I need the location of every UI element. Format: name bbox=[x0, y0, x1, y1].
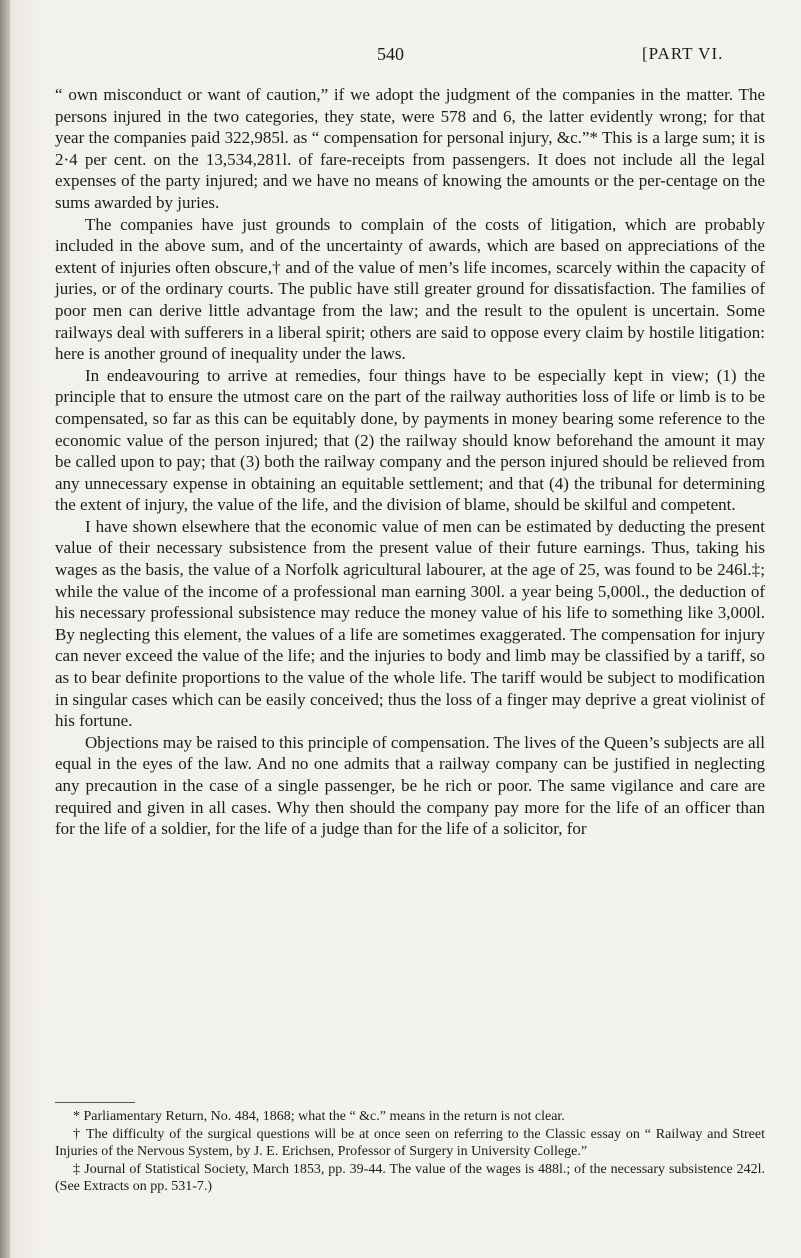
footnote-1: * Parliamentary Return, No. 484, 1868; what the “ &c.” means in the return is not clear. bbox=[73, 1109, 565, 1124]
footnote-2: † The difficulty of the surgical questions will be at once seen on referring to the Classic essay on “ Railway and Street Injuries of the Nervous System, by J. E. Erichsen, Professor of Surgery in University College.” bbox=[55, 1126, 765, 1159]
paragraph-5: Objections may be raised to this principle of compensation. The lives of the Queen’s subjects are all equal in the eyes of the law. And no one admits that a railway company can be justified in neglecting any precaution in the case of a single passenger, be he rich or poor. The same vigilance and care are required and given in all cases. Why then should the company pay more for the life of an officer than for the life of a soldier, for the life of a judge than for the life of a solicitor, for bbox=[55, 732, 765, 839]
binding-shadow bbox=[0, 0, 10, 1258]
paragraph-2: The companies have just grounds to complain of the costs of litigation, which are probably included in the above sum, and of the uncertainty of awards, which are based on appreciations of the extent of injuries often obscure,† and of the value of men’s life incomes, scarcely within the capacity of juries, or of the ordinary courts. The public have still greater ground for dissatisfaction. The families of poor men can derive little advantage from the law; and the result to the opulent is uncertain. Some railways deal with sufferers in a liberal spirit; others are said to oppose every claim by hostile litigation: here is another ground of inequality under the laws. bbox=[55, 214, 765, 364]
body-text bbox=[55, 84, 765, 840]
paragraph-4: I have shown elsewhere that the economic value of men can be estimated by deducting the present value of their necessary subsistence from the present value of their future earnings. Thus, taking his wages as the basis, the value of a Norfolk agricultural labourer, at the age of 25, was found to be 246l.‡; while the value of the income of a professional man earning 300l. a year being 5,000l., the deduction of his necessary professional subsistence may reduce the money value of his life to something like 3,000l. By neglecting this element, the values of a life are sometimes exaggerated. The compensation for injury can never exceed the value of the life; and the injuries to body and limb may be classified by a tariff, so as to bear definite proportions to the value of the whole life. The tariff would be subject to modification in singular cases which can be easily conceived; thus the loss of a finger may deprive a great violinist of his fortune. bbox=[55, 516, 765, 731]
paragraph-3: In endeavouring to arrive at remedies, four things have to be especially kept in view; (1) the principle that to ensure the utmost care on the part of the railway authorities loss of life or limb is to be compensated, so far as this can be equitably done, by payments in money bearing some reference to the economic value of the person injured; that (2) the railway should know beforehand the amount it may be called upon to pay; that (3) both the railway company and the person injured should be relieved from any unnecessary expense in obtaining an equitable settlement; and that (4) the tribunal for determining the extent of injury, the value of the life, and the division of blame, should be skilful and competent. bbox=[55, 365, 765, 515]
paragraph-1: “ own misconduct or want of caution,” if we adopt the judgment of the companies in the matter. The persons injured in the two categories, they state, were 578 and 6, the latter evidently wrong; for that year the companies paid 322,985l. as “ compensation for personal injury, &c.”* This is a large sum; it is 2·4 per cent. on the 13,534,281l. of fare-receipts from passengers. It does not include all the legal expenses of the party injured; and we have no means of knowing the amounts or the per-centage on the sums awarded by juries. bbox=[55, 85, 765, 212]
footnote-rule bbox=[55, 1102, 135, 1103]
part-label: [PART VI. bbox=[642, 44, 724, 63]
footnotes bbox=[55, 1108, 765, 1196]
running-header bbox=[0, 44, 801, 68]
footnote-3: ‡ Journal of Statistical Society, March 1853, pp. 39-44. The value of the wages is 488l.; of the necessary subsistence 242l. (See Extracts on pp. 531-7.) bbox=[55, 1161, 765, 1194]
page-number: 540 bbox=[377, 44, 404, 64]
